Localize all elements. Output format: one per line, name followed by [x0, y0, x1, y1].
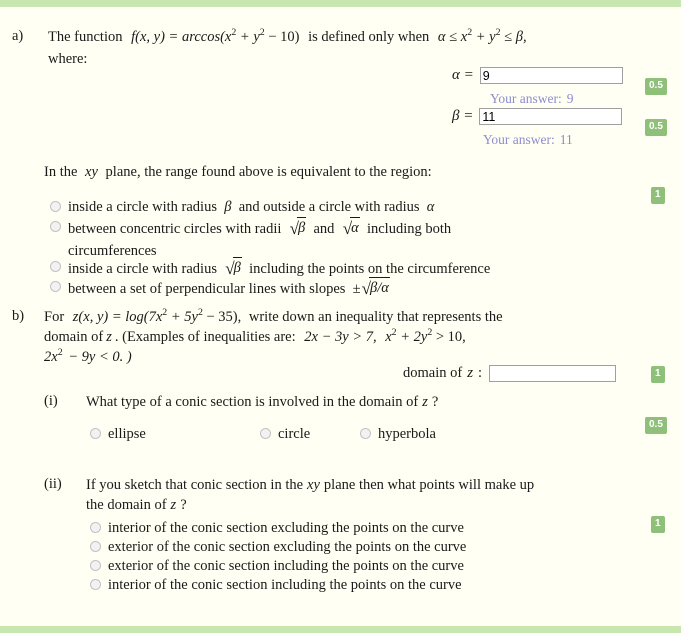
radical-sign-icon: √ — [289, 219, 300, 238]
alpha-score-badge: 0.5 — [645, 78, 667, 95]
part-b-line2-pre: domain of — [44, 329, 104, 345]
exp-2-a4: 2 — [495, 27, 501, 39]
sub-ii-question-line2 — [86, 495, 566, 515]
radical-sign-icon: √ — [225, 259, 235, 278]
part-a-prompt — [48, 27, 658, 69]
part-b-line1-tail: − 35), — [206, 309, 242, 325]
domain-input[interactable] — [489, 365, 616, 382]
option-label[interactable] — [68, 277, 390, 301]
domain-field-row — [403, 365, 616, 382]
radio-button-icon[interactable] — [50, 261, 61, 272]
part-b-example-2c: > 10, — [435, 329, 466, 345]
radio-button-icon[interactable] — [260, 428, 271, 439]
exp-2-b5: 2 — [57, 347, 63, 359]
part-a-range-plus-y: + y — [475, 29, 496, 45]
region-question-xy: xy — [85, 164, 98, 180]
option-row[interactable] — [260, 424, 310, 444]
sub-ii-question — [86, 475, 566, 515]
alpha-input[interactable] — [480, 67, 623, 84]
math-symbol: α — [426, 199, 435, 215]
alpha-your-answer-label: Your answer: — [490, 91, 562, 106]
exp-2-b4: 2 — [427, 327, 433, 339]
option-row[interactable] — [90, 575, 462, 595]
beta-score-badge: 0.5 — [645, 119, 667, 136]
option-text-fragment: inside a circle with radius — [68, 260, 225, 277]
top-green-bar — [0, 0, 681, 7]
radio-button-icon[interactable] — [50, 281, 61, 292]
sub-ii-question-line2-z: z — [170, 497, 177, 513]
beta-your-answer-value: 11 — [559, 132, 573, 147]
option-text-fragment: including both circumferences — [68, 220, 452, 259]
quiz-page — [0, 7, 681, 626]
radio-button-icon[interactable] — [90, 522, 101, 533]
part-b-example-3a: 2x — [44, 349, 58, 365]
region-question-pre: In the — [44, 164, 78, 180]
part-a-marker: a) — [12, 28, 24, 44]
exp-2-a2: 2 — [259, 27, 265, 39]
alpha-symbol: α = — [452, 67, 474, 83]
option-text-fragment: including the points on the circumference — [241, 260, 491, 277]
radio-button-icon[interactable] — [90, 541, 101, 552]
part-a-where: where: — [48, 51, 88, 67]
part-b-example-3b: − 9y < 0. ) — [68, 349, 132, 365]
option-label[interactable]: interior of the conic section excluding the points on the curve — [108, 520, 464, 536]
option-label[interactable]: exterior of the conic section including the points on the curve — [108, 558, 464, 574]
radio-button-icon[interactable] — [50, 201, 61, 212]
option-row[interactable] — [90, 537, 466, 557]
exp-2-b3: 2 — [391, 327, 397, 339]
part-b-example-1: 2x − 3y > 7, — [304, 329, 377, 345]
part-b-line1-mid: + 5y — [170, 309, 198, 325]
beta-input[interactable] — [479, 108, 622, 125]
part-b-line1-post: write down an inequality that represents the — [248, 309, 503, 325]
radical-sign-icon: √ — [361, 279, 372, 298]
part-b-line2 — [44, 327, 644, 347]
sqrt-expression — [289, 217, 307, 241]
sub-i-question-z: z — [422, 394, 428, 410]
option-text-fragment: between a set of perpendicular lines with slopes ± — [68, 280, 361, 297]
option-row[interactable] — [360, 424, 436, 444]
part-a-prompt-pre: The function — [48, 29, 123, 45]
exp-2-a1: 2 — [231, 27, 237, 39]
option-label[interactable]: hyperbola — [378, 426, 436, 442]
part-a-func-f: f(x, y) = arccos(x — [131, 29, 232, 45]
part-b-line1 — [44, 307, 644, 327]
option-row[interactable] — [50, 277, 630, 301]
option-label[interactable] — [68, 197, 434, 217]
beta-field-row — [452, 108, 622, 125]
beta-your-answer — [483, 132, 573, 148]
alpha-your-answer-value: 9 — [566, 91, 574, 106]
sub-ii-question-line2-pre: the domain of — [86, 497, 167, 513]
sub-ii-question-mid: plane then what points will make up — [323, 477, 535, 493]
part-b-example-2a: x — [385, 329, 392, 345]
part-a-func-mid: + y — [239, 29, 260, 45]
sub-i-score-badge: 0.5 — [645, 417, 667, 434]
sqrt-expression — [342, 217, 360, 241]
domain-label-z: z — [467, 365, 474, 381]
region-question — [44, 162, 432, 182]
option-row[interactable] — [50, 217, 630, 261]
radical-sign-icon: √ — [342, 219, 353, 238]
option-text-fragment: and — [306, 220, 342, 237]
radio-button-icon[interactable] — [90, 428, 101, 439]
part-b-prompt — [44, 307, 644, 367]
option-label[interactable]: interior of the conic section including the points on the curve — [108, 577, 462, 593]
exp-2-b2: 2 — [197, 307, 203, 319]
option-text-fragment: between concentric circles with radii — [68, 220, 289, 237]
sub-ii-marker: (ii) — [44, 476, 62, 492]
part-b-line2-z: z — [106, 329, 112, 345]
domain-score-badge: 1 — [651, 366, 665, 383]
option-text-fragment: and outside a circle with radius — [231, 199, 427, 215]
option-text-fragment: inside a circle with radius — [68, 199, 225, 215]
radio-button-icon[interactable] — [90, 579, 101, 590]
option-row[interactable] — [50, 197, 630, 217]
radicand: β — [233, 257, 242, 278]
option-label[interactable]: circle — [278, 426, 311, 442]
alpha-field-row — [452, 67, 623, 84]
region-question-post: plane, the range found above is equivalent to the region: — [105, 164, 432, 180]
option-label[interactable]: ellipse — [108, 426, 146, 442]
option-row[interactable] — [90, 556, 464, 576]
sub-i-question-post: ? — [431, 394, 439, 410]
sub-i-marker: (i) — [44, 393, 58, 409]
radicand: α — [350, 217, 360, 238]
beta-symbol: β = — [452, 108, 474, 124]
exp-2-a3: 2 — [467, 27, 473, 39]
option-label[interactable]: exterior of the conic section excluding the points on the curve — [108, 539, 467, 555]
part-a-func-tail: − 10) — [268, 29, 300, 45]
part-a-range-alpha: α ≤ x — [437, 29, 468, 45]
part-b-line1-func: z(x, y) = log(7x — [72, 309, 163, 325]
math-symbol: β — [224, 199, 232, 215]
alpha-your-answer — [490, 91, 574, 107]
part-b-example-2b: + 2y — [400, 329, 428, 345]
sqrt-expression — [361, 277, 390, 301]
option-label[interactable] — [68, 217, 468, 261]
bottom-green-bar — [0, 626, 681, 633]
part-a-prompt-post: is defined only when — [308, 29, 430, 45]
region-score-badge: 1 — [651, 187, 665, 204]
radio-button-icon[interactable] — [50, 221, 61, 232]
sub-ii-question-xy: xy — [307, 477, 320, 493]
option-row[interactable] — [90, 424, 146, 444]
sub-ii-score-badge: 1 — [651, 516, 665, 533]
radio-button-icon[interactable] — [360, 428, 371, 439]
part-b-line3 — [44, 347, 644, 367]
radicand: β/α — [369, 277, 390, 298]
domain-label-colon: : — [478, 365, 483, 381]
exp-2-b1: 2 — [162, 307, 168, 319]
sub-i-question-pre: What type of a conic section is involved in the domain of — [86, 394, 419, 410]
part-b-line1-pre: For — [44, 309, 65, 325]
beta-your-answer-label: Your answer: — [483, 132, 555, 147]
option-row[interactable] — [90, 518, 464, 538]
radicand: β — [297, 217, 306, 238]
radio-button-icon[interactable] — [90, 560, 101, 571]
sub-ii-question-pre: If you sketch that conic section in the — [86, 477, 304, 493]
sub-i-question — [86, 392, 438, 412]
part-b-marker: b) — [12, 308, 25, 324]
sub-ii-question-line2-post: ? — [180, 497, 187, 513]
part-a-range-beta: ≤ β, — [504, 29, 527, 45]
domain-label-pre: domain of — [403, 365, 463, 381]
part-b-line2-post: . (Examples of inequalities are: — [114, 329, 296, 345]
